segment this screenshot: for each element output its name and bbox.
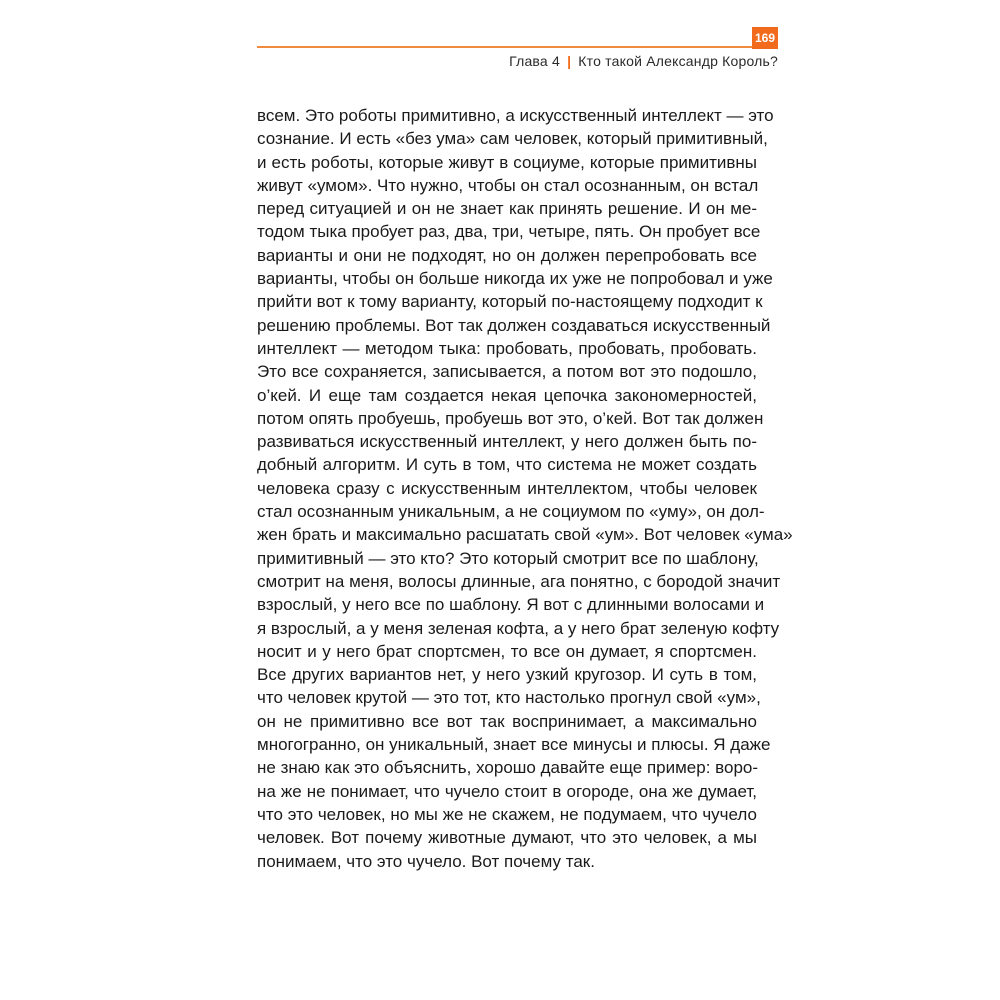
paragraph-line: Это все сохраняется, записывается, а потом вот это подошло, — [257, 362, 757, 382]
paragraph-line: интеллект — методом тыка: пробовать, пробовать, пробовать. — [257, 338, 757, 358]
paragraph-line: человека сразу с искусственным интеллектом, чтобы человек — [257, 478, 757, 498]
paragraph-line: не знаю как это объяснить, хорошо давайте еще пример: воро- — [257, 758, 759, 778]
paragraph-line: человек. Вот почему животные думают, что это человек, а мы — [257, 828, 757, 848]
paragraph-line: добный алгоритм. И суть в том, что система не может создать — [257, 455, 757, 475]
paragraph-line: что это человек, но мы же не скажем, не подумаем, что чучело — [257, 804, 757, 824]
paragraph-line: понимаем, что это чучело. Вот почему так. — [257, 851, 595, 871]
paragraph-line: перед ситуацией и он не знает как принять решение. И он ме- — [257, 199, 757, 219]
paragraph-line: многогранно, он уникальный, знает все минусы и плюсы. Я даже — [257, 735, 771, 755]
paragraph-line: стал осознанным уникальным, а не социумом по «уму», он дол- — [257, 502, 765, 522]
paragraph-line: варианты, чтобы он больше никогда их уже не попробовал и уже — [257, 269, 773, 289]
body-text — [257, 104, 793, 873]
paragraph-line: и есть роботы, которые живут в социуме, которые примитивны — [257, 152, 757, 172]
paragraph-line: на же не понимает, что чучело стоит в огороде, она же думает, — [257, 781, 757, 801]
paragraph-line: решению проблемы. Вот так должен создаваться искусственный — [257, 315, 771, 335]
running-head-separator: | — [567, 53, 572, 69]
running-head — [509, 53, 778, 69]
paragraph-line: жен брать и максимально расшатать свой «ум». Вот человек «ума» — [257, 525, 793, 545]
paragraph-line: примитивный — это кто? Это который смотрит все по шаблону, — [257, 548, 759, 568]
page-number: 169 — [752, 27, 778, 49]
paragraph-line: что человек крутой — это тот, кто настолько прогнул свой «ум», — [257, 688, 761, 708]
paragraph-line: носит и у него брат спортсмен, то все он думает, я спортсмен. — [257, 641, 757, 661]
paragraph-line: живут «умом». Что нужно, чтобы он стал осознанным, он встал — [257, 175, 759, 195]
paragraph-line: о’кей. И еще там создается некая цепочка закономерностей, — [257, 385, 757, 405]
paragraph-line: потом опять пробуешь, пробуешь вот это, о’кей. Вот так должен — [257, 408, 764, 428]
paragraph-line: сознание. И есть «без ума» сам человек, который примитивный, — [257, 129, 768, 149]
paragraph-line: развиваться искусственный интеллект, у него должен быть по- — [257, 432, 757, 452]
paragraph-line: он не примитивно все вот так воспринимает, а максимально — [257, 711, 757, 731]
paragraph-line: варианты и они не подходят, но он должен перепробовать все — [257, 245, 757, 265]
paragraph-line: всем. Это роботы примитивно, а искусственный интеллект — это — [257, 106, 774, 125]
paragraph-line: я взрослый, а у меня зеленая кофта, а у него брат зеленую кофту — [257, 618, 780, 638]
paragraph-line: тодом тыка пробует раз, два, три, четыре, пять. Он пробует все — [257, 222, 761, 242]
chapter-title: Кто такой Александр Король? — [578, 53, 778, 69]
paragraph-line: взрослый, у него все по шаблону. Я вот с длинными волосами и — [257, 595, 765, 615]
chapter-label: Глава 4 — [509, 53, 560, 69]
paragraph-line: прийти вот к тому варианту, который по-настоящему подходит к — [257, 292, 763, 312]
paragraph-line: смотрит на меня, волосы длинные, ага понятно, с бородой значит — [257, 571, 781, 591]
paragraph-line: Все других вариантов нет, у него узкий кругозор. И суть в том, — [257, 665, 757, 685]
header-rule — [257, 46, 752, 48]
